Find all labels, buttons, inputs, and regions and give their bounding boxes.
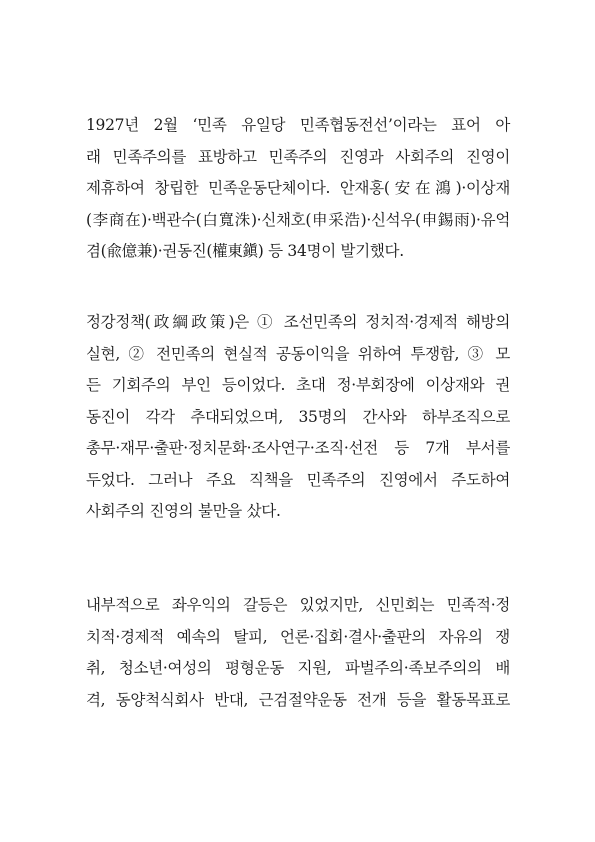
text-line: 치적·경제적 예속의 탈피, 언론·집회·결사·출판의 자유의 쟁 xyxy=(86,627,510,646)
text-line: 내부적으로 좌우익의 갈등은 있었지만, 신민회는 민족적·정 xyxy=(86,596,510,614)
paragraph-founding xyxy=(86,114,510,272)
text-line: (李商在)·백관수(白寬洙)·신채호(申采浩)·신석우(申錫雨)·유억 xyxy=(86,210,510,229)
text-line: 두었다. 그러나 주요 직책을 민족주의 진영에서 주도하여 xyxy=(86,470,510,489)
text-line: 격, 동양척식회사 반대, 근검절약운동 전개 등을 활동목표로 xyxy=(86,690,510,709)
text-line: 든 기회주의 부인 등이었다. 초대 정·부회장에 이상재와 권 xyxy=(86,376,510,394)
text-line: 동진이 각각 추대되었으며, 35명의 간사와 하부조직으로 xyxy=(86,407,510,426)
paragraph-activities xyxy=(86,594,510,720)
text-line: 사회주의 진영의 불만을 샀다. xyxy=(86,502,281,520)
text-line: 실현, ② 전민족의 현실적 공동이익을 위하여 투쟁함, ③ 모 xyxy=(86,344,510,363)
text-line: 제휴하여 창립한 민족운동단체이다. 안재홍(安在鴻)·이상재 xyxy=(86,179,510,197)
text-line: 총무·재무·출판·정치문화·조사연구·조직·선전 등 7개 부서를 xyxy=(86,439,510,457)
paragraph-platform xyxy=(86,311,510,532)
text-line: 겸(兪億兼)·권동진(權東鎭) 등 34명이 발기했다. xyxy=(86,242,404,260)
text-line: 취, 청소년·여성의 평형운동 지원, 파벌주의·족보주의의 배 xyxy=(86,659,510,677)
text-line: 래 민족주의를 표방하고 민족주의 진영과 사회주의 진영이 xyxy=(86,147,510,166)
text-line: 정강정책(政綱政策)은 ① 조선민족의 정치적·경제적 해방의 xyxy=(86,313,510,331)
text-line: 1927년 2월 ‘민족 유일당 민족협동전선’이라는 표어 아 xyxy=(86,116,510,134)
